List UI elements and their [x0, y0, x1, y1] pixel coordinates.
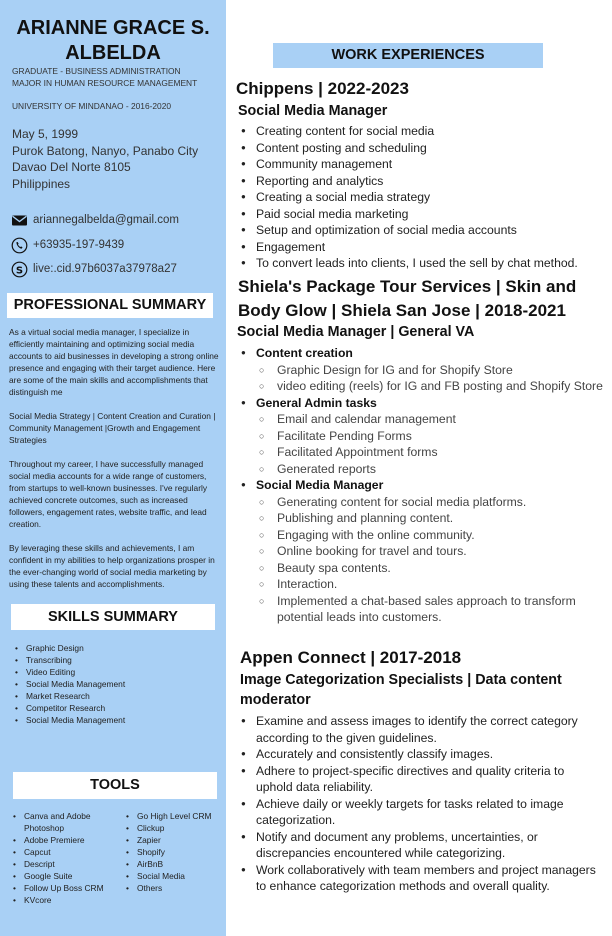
duty-item: ● Creating a social media strategy [236, 189, 606, 206]
summary-paragraph: By leveraging these skills and achievements, I am confident in my abilities to help organizations prosper in the ever-changing world of social media marketing by using these talents and accomplishments. [9, 543, 215, 589]
duty-group [236, 345, 606, 395]
summary-paragraph: Social Media Strategy | Content Creation and Curation | Community Management |Growth and Engagement Strategies [9, 411, 216, 445]
email-link[interactable]: ariannegalbelda@gmail.com [33, 214, 179, 226]
tool-item: • Descript [11, 858, 121, 870]
duty-sublist [256, 362, 606, 395]
duty-subitem: ○ Generated reports [256, 461, 606, 478]
svg-text:S: S [15, 264, 24, 276]
tool-item: • Go High Level CRM [124, 810, 224, 822]
skills-summary-title: SKILLS SUMMARY [11, 604, 215, 630]
name-line-2: ALBELDA [65, 42, 161, 64]
tool-item: • Google Suite [11, 870, 121, 882]
duty-group [236, 477, 606, 626]
tool-item: • Shopify [124, 846, 224, 858]
address-line-1: Purok Batong, Nanyo, Panabo City [12, 143, 199, 158]
job-duties-list [236, 123, 606, 272]
address-line-2: Davao Del Norte 8105 [12, 160, 131, 174]
tool-item: • Adobe Premiere [11, 834, 121, 846]
skill-item: • Market Research [14, 690, 219, 702]
tool-item: • KVcore [11, 894, 121, 906]
duty-item: ● Work collaboratively with team members and project managers to enhance categorization methods and overall quality. [236, 862, 596, 895]
summary-paragraph: Throughout my career, I have successfully managed social media accounts for a wide range of customers, from startups to well-known businesses. I've regularly achieved concrete outcomes, such as increased followers, engagement rates, website traffic, and lead creation. [9, 459, 208, 529]
job-company: Chippens | 2022-2023 [236, 79, 409, 98]
skype-icon [11, 261, 28, 278]
name-line-1: ARIANNE GRACE S. [16, 17, 210, 39]
duty-item: ● To convert leads into clients, I used the sell by chat method. [236, 255, 606, 272]
university: UNIVERSITY OF MINDANAO - 2016-2020 [12, 101, 172, 111]
role-line: Image Categorization Specialists | Data content [240, 672, 562, 688]
envelope-icon [11, 212, 28, 229]
job-role [240, 670, 610, 710]
phone-icon [11, 237, 28, 254]
job-duties-list [236, 345, 606, 626]
job-role: Social Media Manager [238, 103, 388, 119]
duty-subitem: ○ Interaction. [256, 576, 606, 593]
job-role: Social Media Manager | General VA [237, 324, 475, 340]
tools-list-left [11, 810, 121, 906]
tool-item: • Canva and Adobe Photoshop [11, 810, 121, 834]
sidebar [0, 0, 226, 936]
tool-item: • Social Media [124, 870, 224, 882]
duty-item: ● Creating content for social media [236, 123, 606, 140]
duty-sublist [256, 411, 606, 477]
professional-summary [9, 326, 221, 602]
duty-item: ● Accurately and consistently classify images. [236, 746, 596, 763]
summary-paragraph: As a virtual social media manager, I specialize in efficiently maintaining and optimizing social media accounts to aid businesses in developing a strong online presence and engaging with their target audience. Here are some of the main skills and accomplishments that distinguish me [9, 327, 219, 397]
duty-subitem: ○ video editing (reels) for IG and FB posting and Shopify Store [256, 378, 606, 395]
duty-item: ● Setup and optimization of social media accounts [236, 222, 606, 239]
tools-list-right [124, 810, 224, 894]
duty-item: ● Notify and document any problems, uncertainties, or discrepancies encountered while categorizing. [236, 829, 596, 862]
duty-subitem: ○ Graphic Design for IG and for Shopify Store [256, 362, 606, 379]
tool-item: • Clickup [124, 822, 224, 834]
duty-item: ● Engagement [236, 239, 606, 256]
contact-skype-row [11, 260, 223, 278]
degree-line-1: GRADUATE - BUSINESS ADMINISTRATION [12, 66, 181, 76]
skill-item: • Graphic Design [14, 642, 219, 654]
duty-item: ● Reporting and analytics [236, 173, 606, 190]
company-line: Body Glow | Shiela San Jose | 2018-2021 [238, 301, 566, 320]
skill-item: • Competitor Research [14, 702, 219, 714]
address-line-3: Philippines [12, 176, 71, 191]
duty-subitem: ○ Publishing and planning content. [256, 510, 606, 527]
duty-subitem: ○ Online booking for travel and tours. [256, 543, 606, 560]
duty-subitem: ○ Generating content for social media platforms. [256, 494, 606, 511]
skills-list [14, 642, 219, 726]
personal-info [12, 126, 222, 192]
duty-group-head: ● Content creation [256, 346, 353, 360]
role-line: moderator [240, 692, 311, 708]
duty-group-head: ● General Admin tasks [256, 395, 377, 410]
contact-email-row [11, 211, 223, 229]
duty-item: ● Content posting and scheduling [236, 140, 606, 157]
skill-item: • Social Media Management [14, 714, 219, 726]
duty-item: ● Achieve daily or weekly targets for tasks related to image categorization. [236, 796, 596, 829]
name-heading [0, 16, 226, 66]
duty-subitem: ○ Engaging with the online community. [256, 527, 606, 544]
company-line: Shiela's Package Tour Services | Skin and [238, 277, 577, 296]
job-duties-list [236, 713, 596, 895]
duty-sublist [256, 494, 606, 626]
degree [12, 66, 222, 89]
birthdate: May 5, 1999 [12, 127, 79, 141]
skype-id[interactable]: live:.cid.97b6037a37978a27 [33, 263, 177, 275]
duty-subitem: ○ Beauty spa contents. [256, 560, 606, 577]
work-experiences-title: WORK EXPERIENCES [273, 43, 543, 68]
tools-title: TOOLS [13, 772, 217, 799]
duty-group [236, 395, 606, 478]
skill-item: • Video Editing [14, 666, 219, 678]
tool-item: • Others [124, 882, 224, 894]
job-company: Appen Connect | 2017-2018 [240, 648, 462, 667]
duty-item: ● Community management [236, 156, 606, 173]
skill-item: • Transcribing [14, 654, 219, 666]
duty-item: ● Examine and assess images to identify the correct category according to the given guidelines. [236, 713, 596, 746]
contact-phone-row [11, 236, 223, 254]
duty-subitem: ○ Email and calendar management [256, 411, 606, 428]
duty-subitem: ○ Implemented a chat-based sales approach to transform potential leads into customers. [256, 593, 606, 626]
duty-item: ● Paid social media marketing [236, 206, 606, 223]
duty-item: ● Adhere to project-specific directives and quality criteria to uphold data reliability. [236, 763, 596, 796]
degree-line-2: MAJOR IN HUMAN RESOURCE MANAGEMENT [12, 77, 198, 88]
skill-item: • Social Media Management [14, 678, 219, 690]
duty-subitem: ○ Facilitate Pending Forms [256, 428, 606, 445]
job-company [238, 275, 608, 323]
phone-number[interactable]: +63935-197-9439 [33, 239, 125, 251]
professional-summary-title: PROFESSIONAL SUMMARY [7, 293, 213, 318]
tool-item: • Zapier [124, 834, 224, 846]
tool-item: • Follow Up Boss CRM [11, 882, 121, 894]
tool-item: • AirBnB [124, 858, 224, 870]
duty-group-head: ● Social Media Manager [256, 478, 384, 492]
tool-item: • Capcut [11, 846, 121, 858]
duty-subitem: ○ Facilitated Appointment forms [256, 444, 606, 461]
